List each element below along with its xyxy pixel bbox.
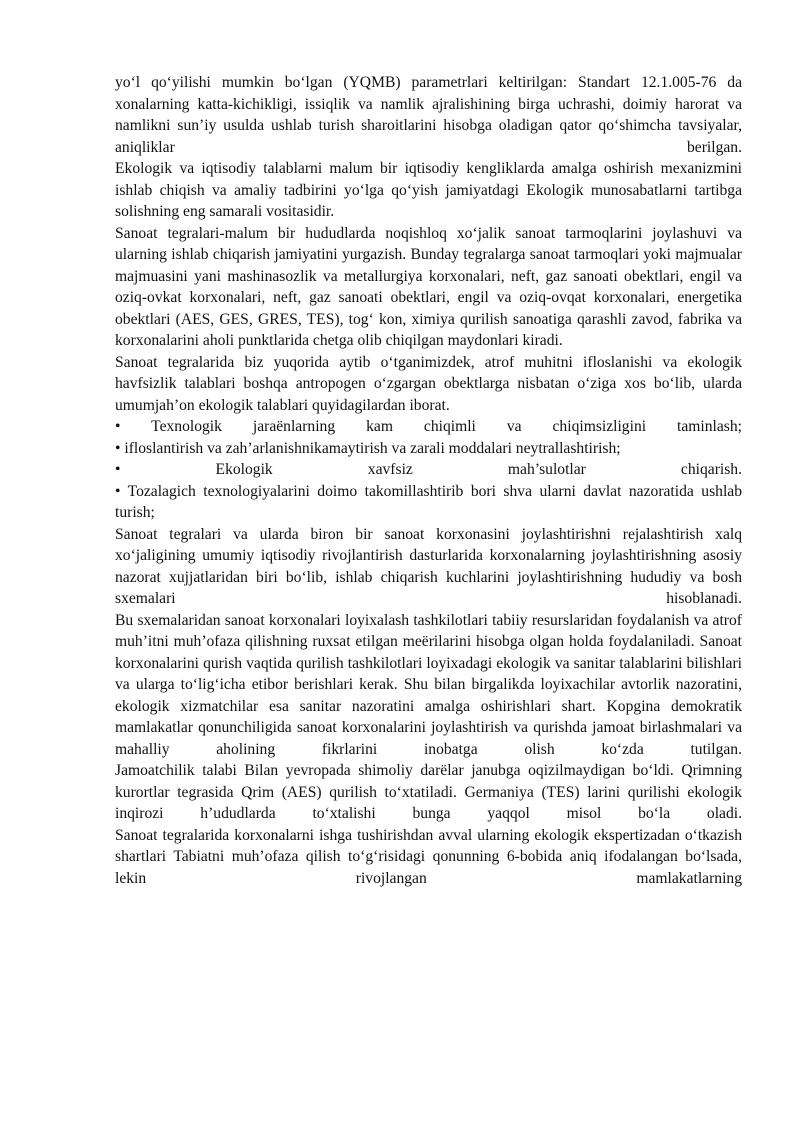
paragraph-industrial-zones: Sanoat tegralari-malum bir hududlarda noqishloq xo‘jalik sanoat tarmoqlarini joylashuvi va ularning ishlab chiqarish jamiyatini yurgazish. Bunday tegralarga sanoat tarmoqlari yoki majmualar majmuasini yani mashinasozlik va metallurgiya korxonalari, neft, gaz sanoati obektlari, engil va oziq-ovkat korxonalari, neft, gaz sanoati obektlari, engil va oziq-ovqat korxonalari, energetika obektlari (AES, GES, GRES, TES), tog‘ kon, ximiya qurilish sanoatiga qarashli zavod, fabrika va korxonalarini aholi punktlarida chetga olib chiqilgan maydonlari kiradi. — [115, 224, 742, 349]
paragraph-public-demand: Jamoatchilik talabi Bilan yevropada shimoliy darëlar janubga oqizilmaydigan bo‘ldi. Qrimning kurortlar tegrasida Qrim (AES) qurilish to‘xtatiladi. Germaniya (TES) larini qurilishi ekologik inqirozi h’ududlarda to‘xtalishi bunga yaqqol misol bo‘la oladi. — [115, 762, 742, 822]
bullet-item: • Tozalagich texnologiyalarini doimo takomillashtirib bori shva ularni davlat nazoratida ushlab turish; — [115, 482, 742, 521]
paragraph-planning: Sanoat tegralari va ularda biron bir sanoat korxonasini joylashtirishni rejalashtirish xalq xo‘jaligining umumiy iqtisodiy rivojlantirish dasturlarida korxonalarning joylashtirishning asosiy nazorat xujjatlaridan biri bo‘lib, ishlab chiqarish kuchlarini joylashtirishning hududiy va bosh sxemalari hisoblanadi. — [115, 525, 742, 607]
paragraph-standard: yo‘l qo‘yilishi mumkin bo‘lgan (YQMB) parametrlari keltirilgan: Standart 12.1.005-76 da xonalarning katta-kichikligi, issiqlik va namlik ajralishining birga uchrashi, doimiy harorat va namlikni sun’iy usulda ushlab turish sharoitlarini hisobga oladigan qator qo‘shimcha tavsiyalar, aniqliklar berilgan. — [115, 74, 742, 156]
paragraph-expertise: Sanoat tegralarida korxonalarni ishga tushirishdan avval ularning ekologik ekspertizadan o‘tkazish shartlari Tabiatni muh’ofaza qilish to‘g‘risidagi qonunning 6-bobida aniq ifodalangan bo‘lsada, lekin rivojlangan mamlakatlarning — [115, 826, 742, 887]
paragraph-ecological-requirements: Ekologik va iqtisodiy talablarni malum bir iqtisodiy kengliklarda amalga oshirish mexanizmini ishlab chiqish va amaliy tadbirini yo‘lga qo‘yish jamiyatdagi Ekologik munosabatlarni tartibga solishning eng samarali vositasidir. — [115, 160, 742, 220]
bullet-item: • ifloslantirish va zah’arlanishnikamaytirish va zarali moddalari neytrallashtirish; — [115, 439, 621, 457]
bullet-item: • Ekologik xavfsiz mah’sulotlar chiqarish. — [115, 461, 742, 478]
document-page — [115, 72, 742, 889]
bullet-item: • Texnologik jaraënlarning kam chiqimli va chiqimsizligini taminlash; — [115, 418, 742, 435]
paragraph-zone-requirements: Sanoat tegralarida biz yuqorida aytib o‘tganimizdek, atrof muhitni ifloslanishi va ekologik havfsizlik talablari boshqa antropogen o‘zgargan obektlarga nisbatan o‘ziga xos bo‘lib, ularda umumjah’on ekologik talablari quyidagilardan iborat. — [115, 353, 742, 414]
paragraph-design-organizations: Bu sxemalaridan sanoat korxonalari loyixalash tashkilotlari tabiiy resurslaridan foydalanish va atrof muh’itni muh’ofaza qilishning ruxsat etilgan meërilarini hisobga olgan holda foydalaniladi. Sanoat korxonalarini qurish vaqtida qurilish tashkilotlari loyixadagi ekologik va sanitar talablarini bilishlari va ularga to‘lig‘icha etibor berishlari kerak. Shu bilan birgalikda loyixachilar avtorlik nazoratini, ekologik xizmatchilar esa sanitar nazoratini amalga oshirishlari shart. Kopgina demokratik mamlakatlar qonunchiligida sanoat korxonalarini joylashtirish va qurishda jamoat birlashmalari va mahalliy aholining fikrlarini inobatga olish ko‘zda tutilgan. — [115, 611, 742, 758]
